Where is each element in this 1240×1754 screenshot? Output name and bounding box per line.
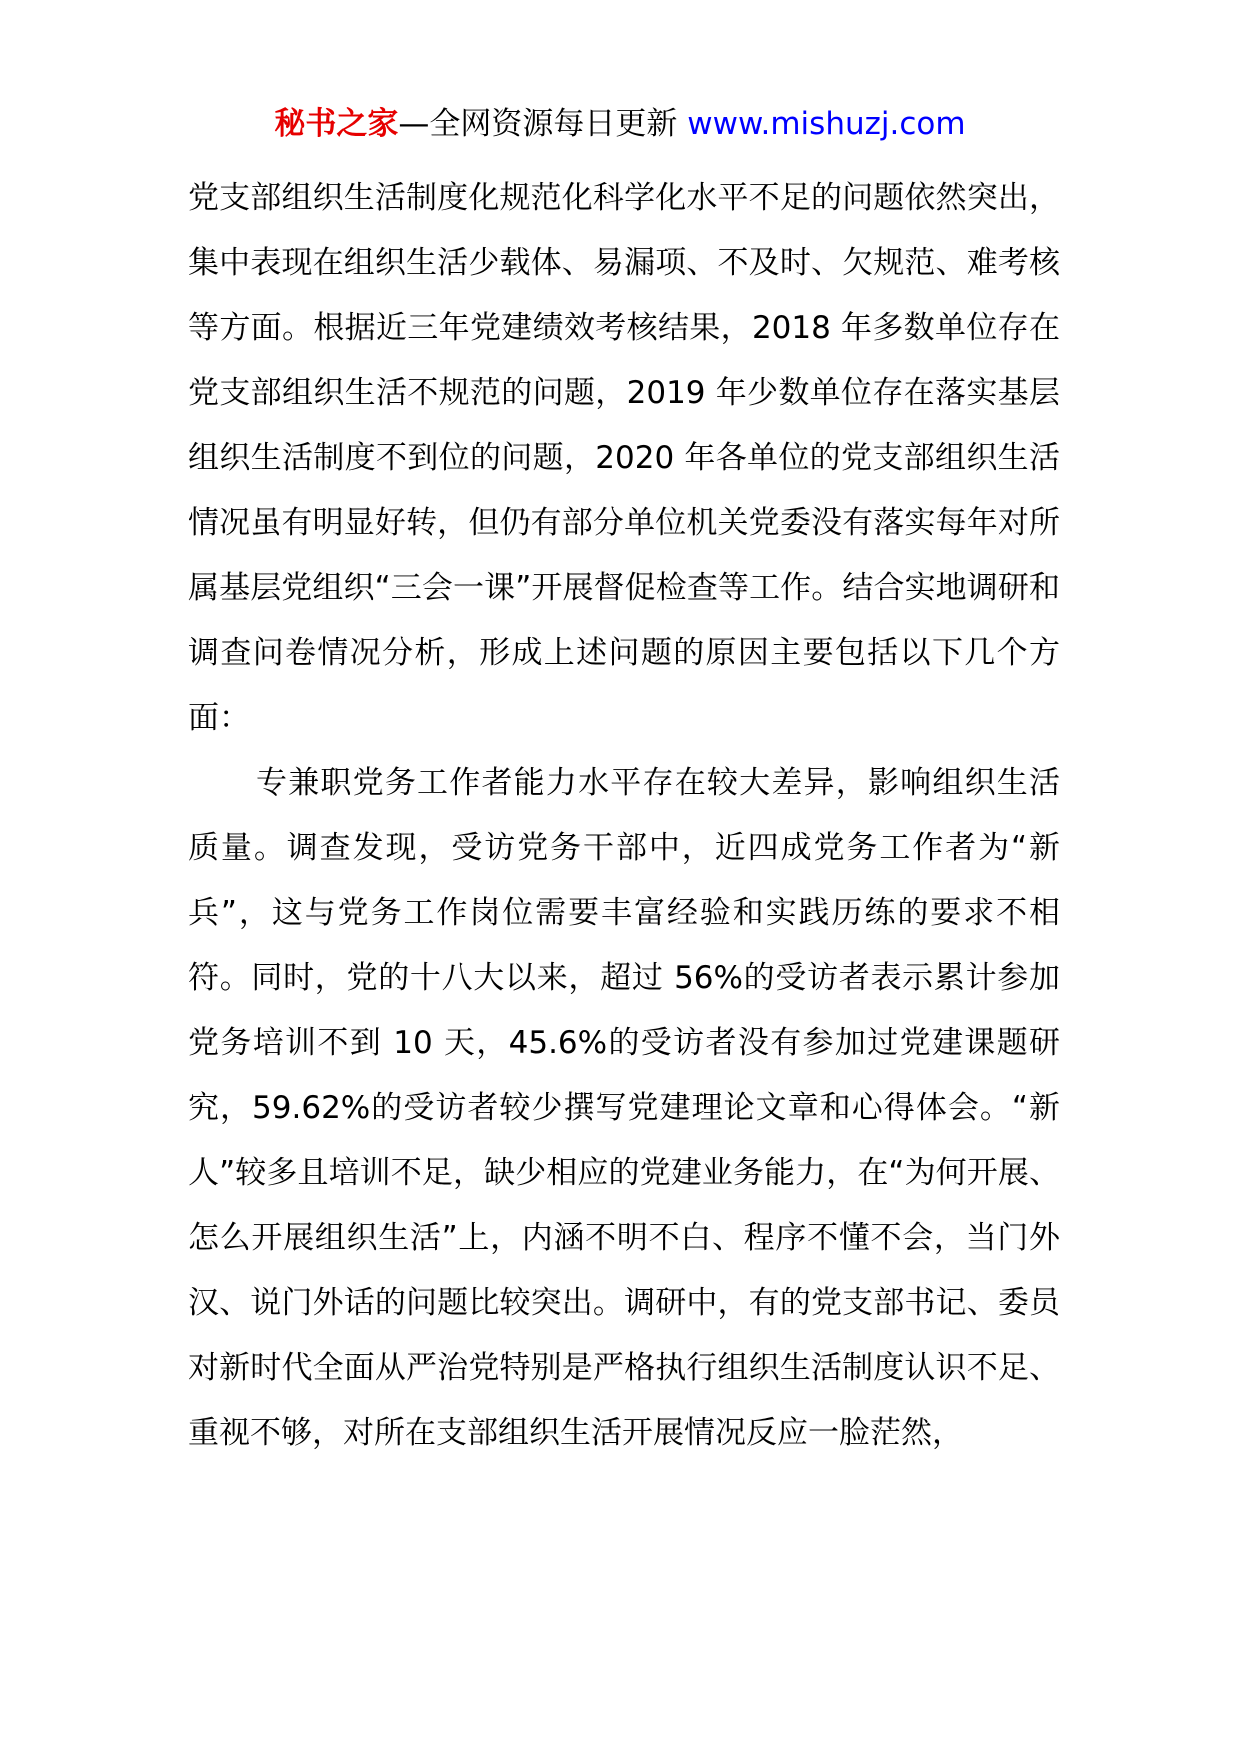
site-brand: 秘书之家: [274, 106, 399, 142]
site-url-link[interactable]: www.mishuzj.com: [687, 106, 966, 142]
document-body: [188, 166, 1060, 1466]
site-tagline: —全网资源每日更新: [398, 106, 688, 142]
paragraph-1: 党支部组织生活制度化规范化科学化水平不足的问题依然突出，集中表现在组织生活少载体、易漏项、不及时、欠规范、难考核等方面。根据近三年党建绩效考核结果，2018 年多数单位存在党支部组织生活不规范的问题，2019 年少数单位存在落实基层组织生活制度不到位的问题，2020 年各单位的党支部组织生活情况虽有明显好转，但仍有部分单位机关党委没有落实每年对所属基层党组织“三会一课”开展督促检查等工作。结合实地调研和调查问卷情况分析，形成上述问题的原因主要包括以下几个方面：: [188, 180, 1060, 736]
page-header: [0, 104, 1240, 144]
paragraph-2: 专兼职党务工作者能力水平存在较大差异，影响组织生活质量。调查发现，受访党务干部中，近四成党务工作者为“新兵”，这与党务工作岗位需要丰富经验和实践历练的要求不相符。同时，党的十八大以来，超过 56%的受访者表示累计参加党务培训不到 10 天，45.6%的受访者没有参加过党建课题研究，59.62%的受访者较少撰写党建理论文章和心得体会。“新人”较多且培训不足，缺少相应的党建业务能力，在“为何开展、怎么开展组织生活”上，内涵不明不白、程序不懂不会，当门外汉、说门外话的问题比较突出。调研中，有的党支部书记、委员对新时代全面从严治党特别是严格执行组织生活制度认识不足、重视不够，对所在支部组织生活开展情况反应一脸茫然，: [188, 765, 1060, 1451]
